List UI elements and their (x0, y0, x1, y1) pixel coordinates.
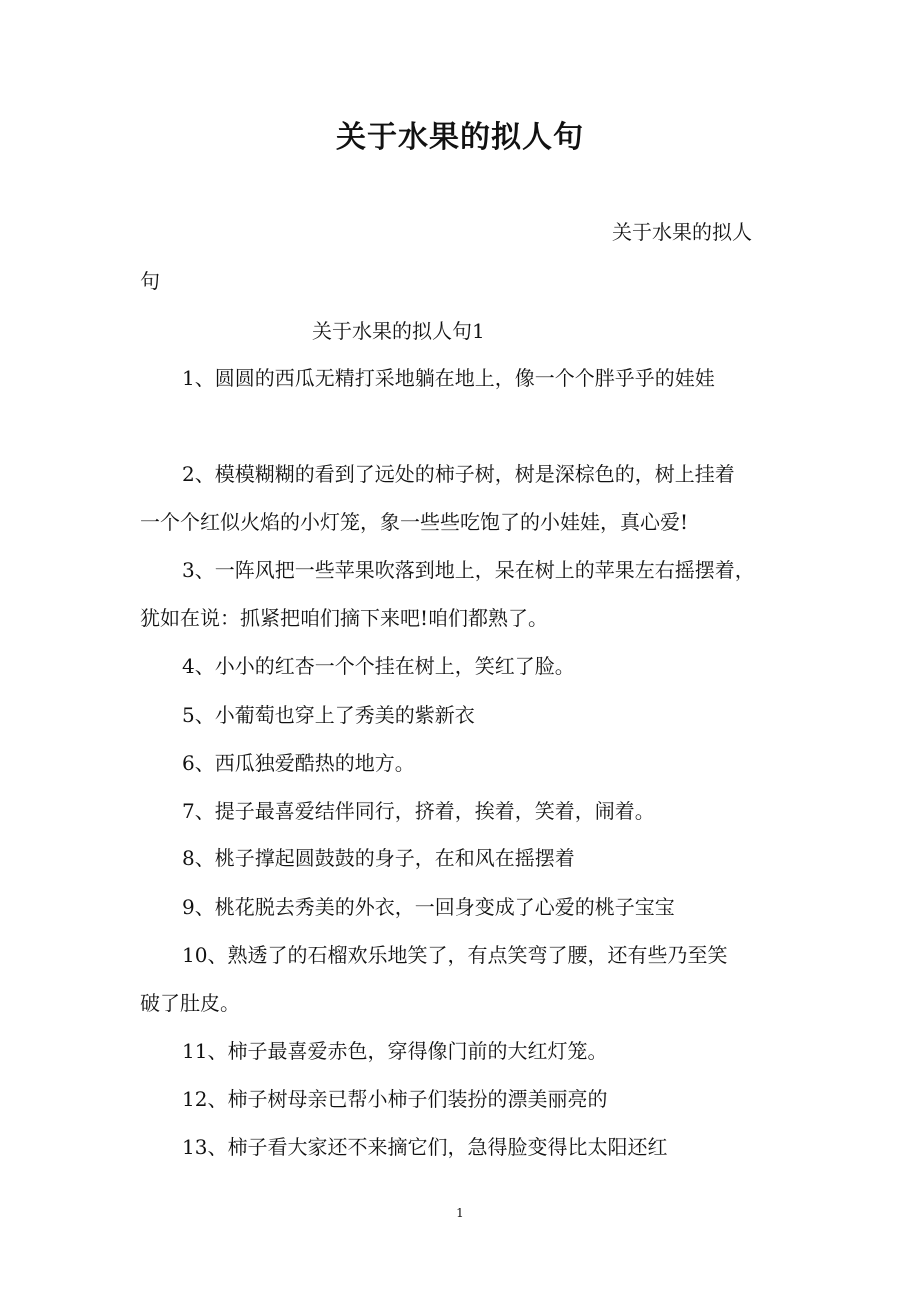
list-item: 7、提子最喜爱结伴同行，挤着，挨着，笑着，闹着。 (182, 799, 655, 823)
page-title: 关于水果的拟人句 (336, 120, 584, 155)
list-item: 10、熟透了的石榴欢乐地笑了，有点笑弯了腰，还有些乃至笑 (182, 943, 728, 967)
list-item: 6、西瓜独爱酷热的地方。 (182, 751, 415, 775)
list-item: 11、柿子最喜爱赤色，穿得像门前的大红灯笼。 (182, 1039, 608, 1063)
list-item: 1、圆圆的西瓜无精打采地躺在地上，像一个个胖乎乎的娃娃 (182, 366, 715, 390)
list-item-continuation: 破了肚皮。 (140, 991, 240, 1015)
header-line-1: 关于水果的拟人 (612, 220, 752, 244)
list-item: 13、柿子看大家还不来摘它们，急得脸变得比太阳还红 (182, 1135, 668, 1159)
list-item: 12、柿子树母亲已帮小柿子们装扮的漂美丽亮的 (182, 1087, 608, 1111)
section-heading: 关于水果的拟人句1 (312, 319, 485, 343)
list-item: 3、一阵风把一些苹果吹落到地上，呆在树上的苹果左右摇摆着， (182, 558, 755, 582)
list-item-continuation: 犹如在说：抓紧把咱们摘下来吧!咱们都熟了。 (140, 606, 549, 630)
list-item: 9、桃花脱去秀美的外衣，一回身变成了心爱的桃子宝宝 (182, 895, 675, 919)
list-item: 4、小小的红杏一个个挂在树上，笑红了脸。 (182, 654, 575, 678)
list-item: 5、小葡萄也穿上了秀美的紫新衣 (182, 703, 475, 727)
list-item-continuation: 一个个红似火焰的小灯笼，象一些些吃饱了的小娃娃，真心爱! (140, 510, 689, 534)
page-number: 1 (456, 1206, 464, 1220)
header-line-2: 句 (140, 269, 160, 293)
list-item: 2、模模糊糊的看到了远处的柿子树，树是深棕色的，树上挂着 (182, 462, 735, 486)
list-item: 8、桃子撑起圆鼓鼓的身子，在和风在摇摆着 (182, 846, 575, 870)
